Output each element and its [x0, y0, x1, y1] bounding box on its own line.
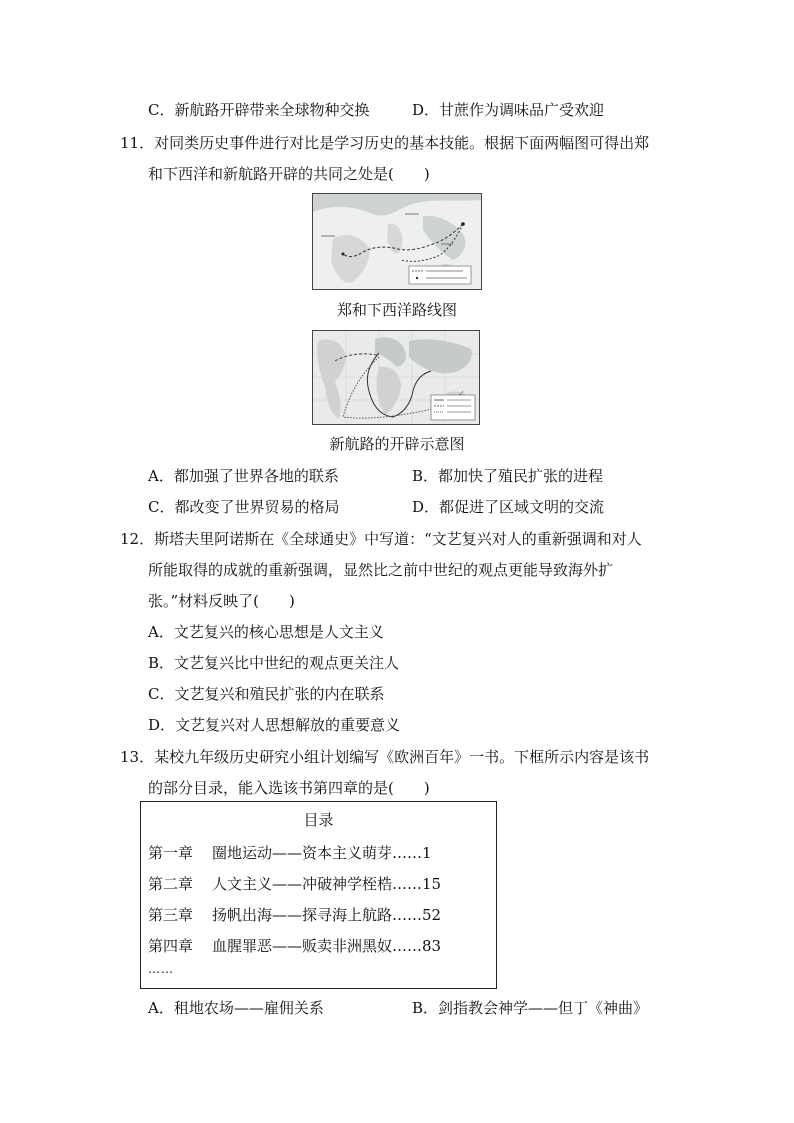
q10-option-c: C．新航路开辟带来全球物种交换 — [148, 101, 370, 119]
q11-option-d: D．都促进了区域文明的交流 — [412, 498, 605, 516]
q12-option-a: A．文艺复兴的核心思想是人文主义 — [148, 623, 384, 641]
toc-chapter: 第二章 — [148, 875, 194, 893]
q12-option-b: B．文艺复兴比中世纪的观点更关注人 — [148, 654, 400, 672]
toc-chapter: 第一章 — [148, 844, 194, 862]
new-sea-route-map — [312, 330, 480, 425]
q11-option-a: A．都加强了世界各地的联系 — [148, 467, 339, 485]
q11-stem-line2: 和下西洋和新航路开辟的共同之处是( ) — [148, 165, 430, 183]
q11-option-c: C．都改变了世界贸易的格局 — [148, 498, 340, 516]
toc-row — [148, 874, 441, 894]
toc-entry: 圈地运动——资本主义萌芽……1 — [212, 844, 432, 862]
q13-stem-line1: 13．某校九年级历史研究小组计划编写《欧洲百年》一书。下框所示内容是该书 — [120, 748, 650, 766]
toc-row — [148, 843, 432, 863]
toc-title: 目录 — [303, 811, 334, 829]
q13-option-b: B．剑指教会神学——但丁《神曲》 — [412, 999, 649, 1017]
toc-chapter: 第四章 — [148, 937, 194, 955]
q12-stem-line2: 所能取得的成就的重新强调，显然比之前中世纪的观点更能导致海外扩 — [148, 561, 614, 579]
toc-entry: 血腥罪恶——贩卖非洲黑奴……83 — [212, 937, 442, 955]
q12-stem-line1: 12．斯塔夫里阿诺斯在《全球通史》中写道：“文艺复兴对人的重新强调和对人 — [120, 530, 642, 548]
q12-option-c: C．文艺复兴和殖民扩张的内在联系 — [148, 685, 385, 703]
toc-entry: 人文主义——冲破神学桎梏……15 — [212, 875, 442, 893]
toc-row — [148, 905, 441, 925]
toc-ellipsis: …… — [148, 962, 174, 976]
toc-row — [148, 936, 441, 956]
q11-stem-line1: 11．对同类历史事件进行对比是学习历史的基本技能。根据下面两幅图可得出郑 — [120, 134, 650, 152]
new-sea-route-map-caption: 新航路的开辟示意图 — [329, 435, 465, 453]
toc-entry: 扬帆出海——探寻海上航路……52 — [212, 906, 442, 924]
q13-option-a: A．租地农场——雇佣关系 — [148, 999, 324, 1017]
table-of-contents-box — [140, 801, 497, 989]
q12-option-d: D．文艺复兴对人思想解放的重要意义 — [148, 716, 401, 734]
zheng-he-route-map — [312, 193, 482, 290]
q12-stem-line3: 张。”材料反映了( ) — [148, 592, 295, 610]
q13-stem-line2: 的部分目录，能入选该书第四章的是( ) — [148, 779, 430, 797]
q10-option-d: D．甘蔗作为调味品广受欢迎 — [412, 101, 605, 119]
q11-option-b: B．都加快了殖民扩张的进程 — [412, 467, 604, 485]
zheng-he-map-caption: 郑和下西洋路线图 — [336, 301, 457, 319]
toc-chapter: 第三章 — [148, 906, 194, 924]
